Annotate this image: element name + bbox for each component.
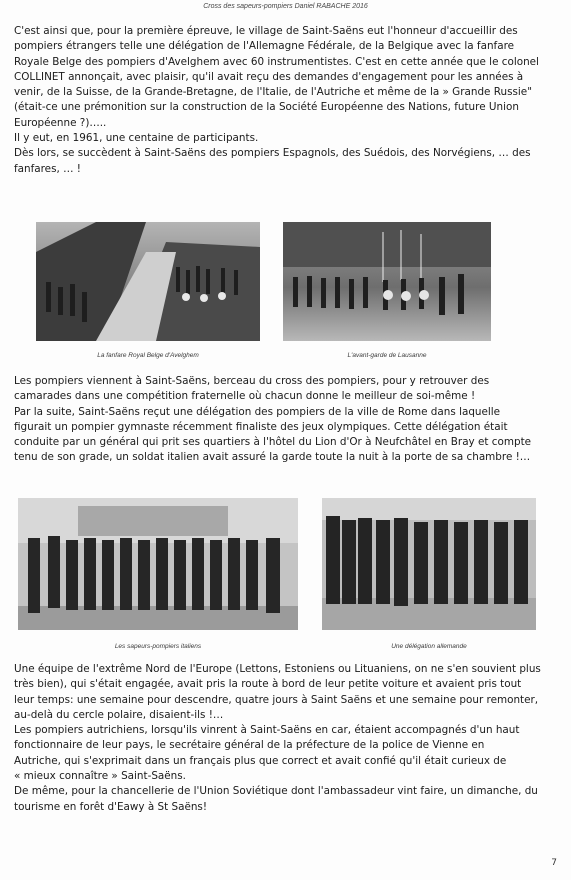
- text-line: au-delà du cercle polaire, disaient-ils !…: [14, 708, 224, 721]
- photo-caption: L'avant-garde de Lausanne: [347, 352, 427, 359]
- text-line: tourisme en forêt d'Eawy à St Saëns!: [14, 800, 208, 813]
- text-line: camarades dans une compétition fraternelle où chacun donne le meilleur de soi-même !: [14, 390, 476, 403]
- text-line: Dès lors, se succèdent à Saint-Saëns des pompiers Espagnols, des Suédois, des Norvégiens, … des: [14, 147, 531, 160]
- paragraph-3: [14, 662, 558, 815]
- photo-avant-garde-lausanne: [283, 222, 491, 341]
- photo-delegation-allemande: [322, 498, 536, 630]
- text-line: leur temps: une semaine pour descendre, quatre jours à Saint Saëns et une semaine pour remonter,: [14, 693, 539, 706]
- text-line: De même, pour la chancellerie de l'Union Soviétique dont l'ambassadeur vint faire, un dimanche, du: [14, 785, 538, 798]
- text-line: pompiers étrangers telle une délégation de l'Allemagne Fédérale, de la Belgique avec la fanfare: [14, 40, 515, 53]
- photo-caption: Les sapeurs-pompiers italiens: [114, 643, 202, 650]
- text-line: Il y eut, en 1961, une centaine de participants.: [14, 132, 259, 145]
- text-line: Les pompiers autrichiens, lorsqu'ils vinrent à Saint-Saëns en car, étaient accompagnés d'un haut: [14, 724, 520, 737]
- text-line: fanfares, … !: [14, 162, 81, 175]
- text-line: Les pompiers viennent à Saint-Saëns, berceau du cross des pompiers, pour y retrouver des: [14, 375, 490, 387]
- text-line: (était-ce une prémonition sur la construction de la Société Européenne des Nations, future Union: [14, 101, 519, 114]
- photo-caption: Une délégation allemande: [391, 643, 467, 650]
- page-header: Cross des sapeurs-pompiers Daniel RABACHE 2016: [203, 3, 368, 10]
- text-line: très bien), qui s'était engagée, avait pris la route à bord de leur petite voiture et avaient pris tout: [14, 678, 522, 691]
- paragraph-2: [14, 374, 558, 466]
- text-line: Royale Belge des pompiers d'Avelghem avec 60 instrumentistes. C'est en cette année que le colonel: [14, 55, 539, 68]
- text-line: COLLINET annonçait, avec plaisir, qu'il avait reçu des demandes d'engagement pour les années à: [14, 70, 524, 83]
- text-line: Européenne ?)…..: [14, 116, 107, 129]
- text-line: tenu de son grade, un soldat italien avait assuré la garde toute la nuit à la porte de sa chambre !…: [14, 451, 531, 464]
- text-line: fonctionnaire de leur pays, le secrétaire général de la préfecture de la police de Vienne en: [14, 739, 485, 752]
- text-line: « mieux connaître » Saint-Saëns.: [14, 770, 186, 783]
- photo-caption: La fanfare Royal Belge d'Avelghem: [97, 352, 199, 359]
- text-line: venir, de la Suisse, de la Grande-Bretagne, de l'Italie, de l'Autriche et même de la » Grande Russie": [14, 86, 532, 99]
- text-line: Une équipe de l'extrême Nord de l'Europe (Lettons, Estoniens ou Lituaniens, on ne s'en souvient plus: [14, 663, 541, 675]
- text-line: C'est ainsi que, pour la première épreuve, le village de Saint-Saëns eut l'honneur d'accueillir des: [14, 25, 518, 37]
- text-line: conduite par un général qui prit ses quartiers à l'hôtel du Lion d'Or à Neufchâtel en Bray et compte: [14, 436, 532, 449]
- text-line: Autriche, qui s'exprimait dans un français plus que correct et avait confié qu'il était curieux de: [14, 754, 507, 767]
- text-line: Par la suite, Saint-Saëns reçut une délégation des pompiers de la ville de Rome dans laquelle: [14, 405, 501, 418]
- text-line: figurait un pompier gymnaste récemment finaliste des jeux olympiques. Cette délégation était: [14, 420, 508, 433]
- paragraph-1: [14, 24, 558, 177]
- photo-sapeurs-pompiers-italiens: [18, 498, 298, 630]
- photo-fanfare-avelghem: [36, 222, 260, 341]
- page-number: 7: [551, 858, 557, 868]
